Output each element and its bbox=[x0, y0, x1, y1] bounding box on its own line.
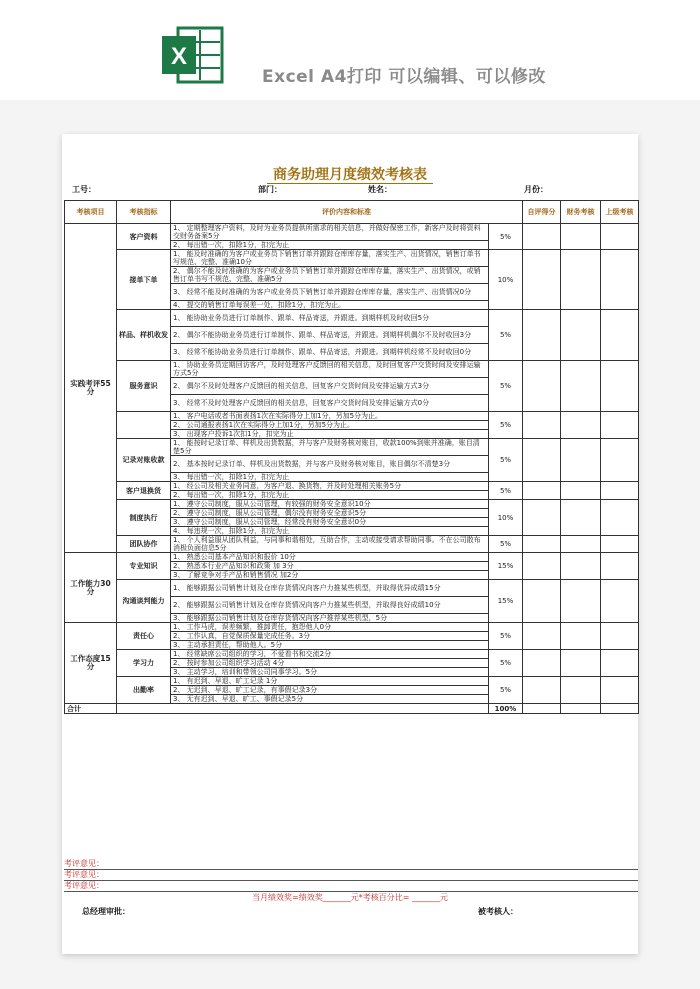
criteria-cell: 2、 遵守公司制度，服从公司管理，偶尔没有财务安全意识5分 bbox=[171, 509, 489, 518]
criteria-cell: 3、 能够跟据公司销售计划及仓库存货情况向客户推荐某些机型，5分 bbox=[171, 614, 489, 623]
criteria-cell: 3、 经常不能协助业务员进行订单制作、跟单、样品寄送，并跟进。到期样机经常不及时收回0分 bbox=[171, 344, 489, 361]
criteria-cell: 1、 能够跟据公司销售计划及仓库存货情况向客户力推某些机型，并取得优异成绩15分 bbox=[171, 580, 489, 597]
indicator-cell: 团队协作 bbox=[117, 536, 171, 553]
self-score-cell[interactable] bbox=[523, 439, 561, 482]
criteria-cell: 3、 每出错一次，扣除1分，扣完为止 bbox=[171, 473, 489, 482]
finance-score-cell[interactable] bbox=[561, 439, 601, 482]
indicator-cell: 记录对账收款 bbox=[117, 439, 171, 482]
table-row bbox=[65, 224, 639, 241]
table-row bbox=[65, 412, 639, 421]
gm-review-label: 总经理审批： bbox=[82, 907, 130, 916]
sheet-title bbox=[62, 164, 638, 184]
category-cell: 工作态度15分 bbox=[65, 623, 117, 704]
indicator-cell: 出勤率 bbox=[117, 677, 171, 704]
indicator-cell: 客户退换货 bbox=[117, 482, 171, 500]
indicator-cell: 责任心 bbox=[117, 623, 171, 650]
self-score-cell[interactable] bbox=[523, 553, 561, 580]
finance-score-cell[interactable] bbox=[561, 650, 601, 677]
criteria-cell: 2、 每出错一次，扣除1分，扣完为止 bbox=[171, 241, 489, 250]
evaluation-table bbox=[64, 200, 639, 714]
criteria-cell: 1、 经常缺席公司组织的学习，不爱看书和交流2分 bbox=[171, 650, 489, 659]
supervisor-score-cell[interactable] bbox=[601, 310, 639, 361]
self-score-cell[interactable] bbox=[523, 361, 561, 412]
criteria-cell: 2、 按时参加公司组织学习活动 4分 bbox=[171, 659, 489, 668]
performance-sheet bbox=[62, 134, 638, 954]
indicator-cell: 样品、样机收发 bbox=[117, 310, 171, 361]
table-row bbox=[65, 361, 639, 378]
weight-cell: 5% bbox=[489, 482, 523, 500]
employee-no-label: 工号： bbox=[72, 185, 96, 194]
criteria-cell: 1、 能协助业务员进行订单制作、跟单、样品寄送，并跟进。到期样机及时收回5分 bbox=[171, 310, 489, 327]
indicator-cell bbox=[117, 412, 171, 439]
supervisor-score-cell[interactable] bbox=[601, 536, 639, 553]
criteria-cell: 2、 无迟到、早退、旷工记录，有事假记录3分 bbox=[171, 686, 489, 695]
self-score-cell[interactable] bbox=[523, 482, 561, 500]
banner-area bbox=[0, 0, 700, 100]
criteria-cell: 1、 个人利益服从团队利益，与同事和谐相处，互助合作，主动或接受请求帮助同事。不在公司散布消极负面信息5分 bbox=[171, 536, 489, 553]
table-body bbox=[65, 224, 639, 714]
criteria-cell: 2、 偶尔不能及时准确的为客户或业务员下销售订单并跟踪仓库库存量，落实生产、出货情况，或销售订单书写不规范、完整、准确5分 bbox=[171, 267, 489, 284]
supervisor-score-cell[interactable] bbox=[601, 361, 639, 412]
criteria-cell: 1、 定期整理客户资料，及时为业务员提供所需求的相关信息，并做好保密工作，新客户及时将资料交财务备案5分 bbox=[171, 224, 489, 241]
table-row bbox=[65, 580, 639, 597]
weight-cell: 5% bbox=[489, 412, 523, 439]
criteria-cell: 1、 有迟到、早退、旷工记录 1分 bbox=[171, 677, 489, 686]
criteria-cell: 2、 每出错一次，扣除1分，扣完为止 bbox=[171, 491, 489, 500]
criteria-cell: 2、 工作认真，自觉保质保量完成任务。3分 bbox=[171, 632, 489, 641]
weight-cell: 15% bbox=[489, 553, 523, 580]
criteria-cell: 3、 无有迟到、早退、旷工、事假记录5分 bbox=[171, 695, 489, 704]
weight-cell: 5% bbox=[489, 361, 523, 412]
weight-cell: 10% bbox=[489, 500, 523, 536]
header-supervisor: 上级考核 bbox=[601, 201, 639, 224]
finance-score-cell[interactable] bbox=[561, 412, 601, 439]
excel-icon bbox=[160, 22, 226, 88]
supervisor-score-cell[interactable] bbox=[601, 482, 639, 500]
criteria-cell: 1、 熟悉公司基本产品知识和报价 10分 bbox=[171, 553, 489, 562]
finance-score-cell[interactable] bbox=[561, 553, 601, 580]
table-row bbox=[65, 482, 639, 491]
criteria-cell: 4、 每违规一次，扣除1分，扣完为止 bbox=[171, 527, 489, 536]
criteria-cell: 2、 偶尔不及时处理客户反馈回的相关信息，回复客户交货时间及安排运输方式3分 bbox=[171, 378, 489, 395]
opinion-line-2[interactable]: 考评意见： bbox=[64, 869, 638, 881]
indicator-cell: 学习力 bbox=[117, 650, 171, 677]
criteria-cell: 3、 主动学习，培训和带领公司同事学习。5分 bbox=[171, 668, 489, 677]
header-category: 考核项目 bbox=[65, 201, 117, 224]
table-header-row bbox=[65, 201, 639, 224]
supervisor-score-cell[interactable] bbox=[601, 224, 639, 250]
criteria-cell: 1、 能及时准确的为客户或业务员下销售订单并跟踪仓库库存量，落实生产、出货情况，销售订单书写规范、完整、准确10分 bbox=[171, 250, 489, 267]
examinee-label: 被考核人： bbox=[478, 907, 518, 916]
finance-score-cell[interactable] bbox=[561, 361, 601, 412]
finance-score-cell[interactable] bbox=[561, 250, 601, 310]
table-row bbox=[65, 500, 639, 509]
finance-score-cell[interactable] bbox=[561, 500, 601, 536]
header-self: 自评得分 bbox=[523, 201, 561, 224]
table-row bbox=[65, 310, 639, 327]
opinion-line-1[interactable]: 考评意见： bbox=[64, 858, 638, 870]
criteria-cell: 1、 工作马虎，误差频繁，推卸责任，抱怨他人0分 bbox=[171, 623, 489, 632]
svg-text:X: X bbox=[170, 43, 188, 70]
indicator-cell: 客户资料 bbox=[117, 224, 171, 250]
department-label: 部门： bbox=[258, 185, 282, 194]
table-row bbox=[65, 553, 639, 562]
weight-cell: 5% bbox=[489, 439, 523, 482]
self-score-cell[interactable] bbox=[523, 310, 561, 361]
opinion-line-3[interactable]: 考评意见： bbox=[64, 880, 638, 892]
supervisor-score-cell[interactable] bbox=[601, 553, 639, 580]
supervisor-score-cell[interactable] bbox=[601, 623, 639, 650]
table-row bbox=[65, 536, 639, 553]
weight-cell: 5% bbox=[489, 536, 523, 553]
criteria-cell: 2、 熟悉本行业产品知识和政策 加 3分 bbox=[171, 562, 489, 571]
self-score-cell[interactable] bbox=[523, 623, 561, 650]
criteria-cell: 3、 遵守公司制度，服从公司管理，经常没有财务安全意识0分 bbox=[171, 518, 489, 527]
month-label: 月份： bbox=[524, 185, 548, 194]
self-score-cell[interactable] bbox=[523, 677, 561, 704]
supervisor-score-cell[interactable] bbox=[601, 412, 639, 439]
weight-cell: 5% bbox=[489, 677, 523, 704]
table-row bbox=[65, 650, 639, 659]
self-score-cell[interactable] bbox=[523, 580, 561, 623]
criteria-cell: 3、 了解竞争对手产品和销售情况 加2分 bbox=[171, 571, 489, 580]
finance-score-cell[interactable] bbox=[561, 310, 601, 361]
table-row bbox=[65, 250, 639, 267]
indicator-cell: 接单下单 bbox=[117, 250, 171, 310]
criteria-cell: 4、 提交的销售订单每误差一处，扣除1分，扣完为止。 bbox=[171, 301, 489, 310]
header-indicator: 考核指标 bbox=[117, 201, 171, 224]
indicator-cell: 制度执行 bbox=[117, 500, 171, 536]
weight-cell: 5% bbox=[489, 224, 523, 250]
criteria-cell: 2、 公司通报表扬1次在实际得分上加1分，另加5分为止。 bbox=[171, 421, 489, 430]
weight-cell: 15% bbox=[489, 580, 523, 623]
finance-score-cell[interactable] bbox=[561, 536, 601, 553]
supervisor-score-cell[interactable] bbox=[601, 580, 639, 623]
sheet-title-text: 商务助理月度绩效考核表 bbox=[267, 167, 433, 184]
table-row bbox=[65, 677, 639, 686]
self-score-cell[interactable] bbox=[523, 412, 561, 439]
category-cell: 工作能力30分 bbox=[65, 553, 117, 623]
criteria-cell: 1、 能按时记录订单、样机及出货数据，并与客户及财务核对账目，收款100%到账并准确，账目清楚5分 bbox=[171, 439, 489, 456]
finance-score-cell[interactable] bbox=[561, 580, 601, 623]
criteria-cell: 1、 协助业务员定期回访客户，及时处理客户反馈回的相关信息，及时回复客户交货时间及安排运输方式5分 bbox=[171, 361, 489, 378]
supervisor-score-cell[interactable] bbox=[601, 500, 639, 536]
total-value: 100% bbox=[489, 704, 523, 714]
criteria-cell: 3、 出现客户投诉1次扣1分，扣完为止 bbox=[171, 430, 489, 439]
finance-score-cell[interactable] bbox=[561, 623, 601, 650]
weight-cell: 5% bbox=[489, 650, 523, 677]
criteria-cell: 3、 经常不能及时准确的为客户或业务员下销售订单并跟踪仓库库存量，落实生产、出货情况0分 bbox=[171, 284, 489, 301]
weight-cell: 10% bbox=[489, 250, 523, 310]
weight-cell: 5% bbox=[489, 310, 523, 361]
total-label: 合计 bbox=[65, 704, 117, 714]
header-criteria: 评价内容和标准 bbox=[171, 201, 523, 224]
self-score-cell[interactable] bbox=[523, 224, 561, 250]
finance-score-cell[interactable] bbox=[561, 224, 601, 250]
total-spacer bbox=[117, 704, 489, 714]
self-score-cell[interactable] bbox=[523, 250, 561, 310]
indicator-cell: 沟通谈判能力 bbox=[117, 580, 171, 623]
self-score-cell[interactable] bbox=[523, 500, 561, 536]
supervisor-score-cell[interactable] bbox=[601, 650, 639, 677]
name-label: 姓名： bbox=[368, 185, 392, 194]
category-cell: 实践考评55分 bbox=[65, 224, 117, 553]
criteria-cell: 1、 客户电话或者书面表扬1次在实际得分上加1分，另加5分为止。 bbox=[171, 412, 489, 421]
criteria-cell: 3、 经常不及时处理客户反馈回的相关信息，回复客户交货时间及安排运输方式0分 bbox=[171, 395, 489, 412]
bonus-formula: 当月绩效奖=绩效奖_______元*考核百分比= _______元 bbox=[252, 893, 448, 902]
self-score-cell[interactable] bbox=[523, 536, 561, 553]
criteria-cell: 2、 能够跟据公司销售计划及仓库存货情况向客户力推某些机型，并取得良好成绩10分 bbox=[171, 597, 489, 614]
weight-cell: 5% bbox=[489, 623, 523, 650]
supervisor-score-cell[interactable] bbox=[601, 677, 639, 704]
total-row bbox=[65, 704, 639, 714]
total-finance-cell[interactable] bbox=[561, 704, 601, 714]
criteria-cell: 3、 主动承担责任，帮助他人。5分 bbox=[171, 641, 489, 650]
supervisor-score-cell[interactable] bbox=[601, 439, 639, 482]
finance-score-cell[interactable] bbox=[561, 677, 601, 704]
banner-text: Excel A4打印 可以编辑、可以修改 bbox=[262, 67, 546, 87]
supervisor-score-cell[interactable] bbox=[601, 250, 639, 310]
total-self-cell[interactable] bbox=[523, 704, 561, 714]
criteria-cell: 1、 遵守公司制度，服从公司管理，有较强的财务安全意识10分 bbox=[171, 500, 489, 509]
criteria-cell: 2、 偶尔不能协助业务员进行订单制作、跟单、样品寄送，并跟进。到期样机偶尔不及时收回3分 bbox=[171, 327, 489, 344]
self-score-cell[interactable] bbox=[523, 650, 561, 677]
table-row bbox=[65, 439, 639, 456]
criteria-cell: 1、 经公司及相关业务同意，为客户退、换货物，并及时处理相关账务5分 bbox=[171, 482, 489, 491]
finance-score-cell[interactable] bbox=[561, 482, 601, 500]
indicator-cell: 服务意识 bbox=[117, 361, 171, 412]
total-supervisor-cell[interactable] bbox=[601, 704, 639, 714]
header-finance: 财务考核 bbox=[561, 201, 601, 224]
table-row bbox=[65, 623, 639, 632]
indicator-cell: 专业知识 bbox=[117, 553, 171, 580]
criteria-cell: 2、 基本按时记录订单、样机及出货数据，并与客户及财务核对账目，账目偶尔不清楚3分 bbox=[171, 456, 489, 473]
